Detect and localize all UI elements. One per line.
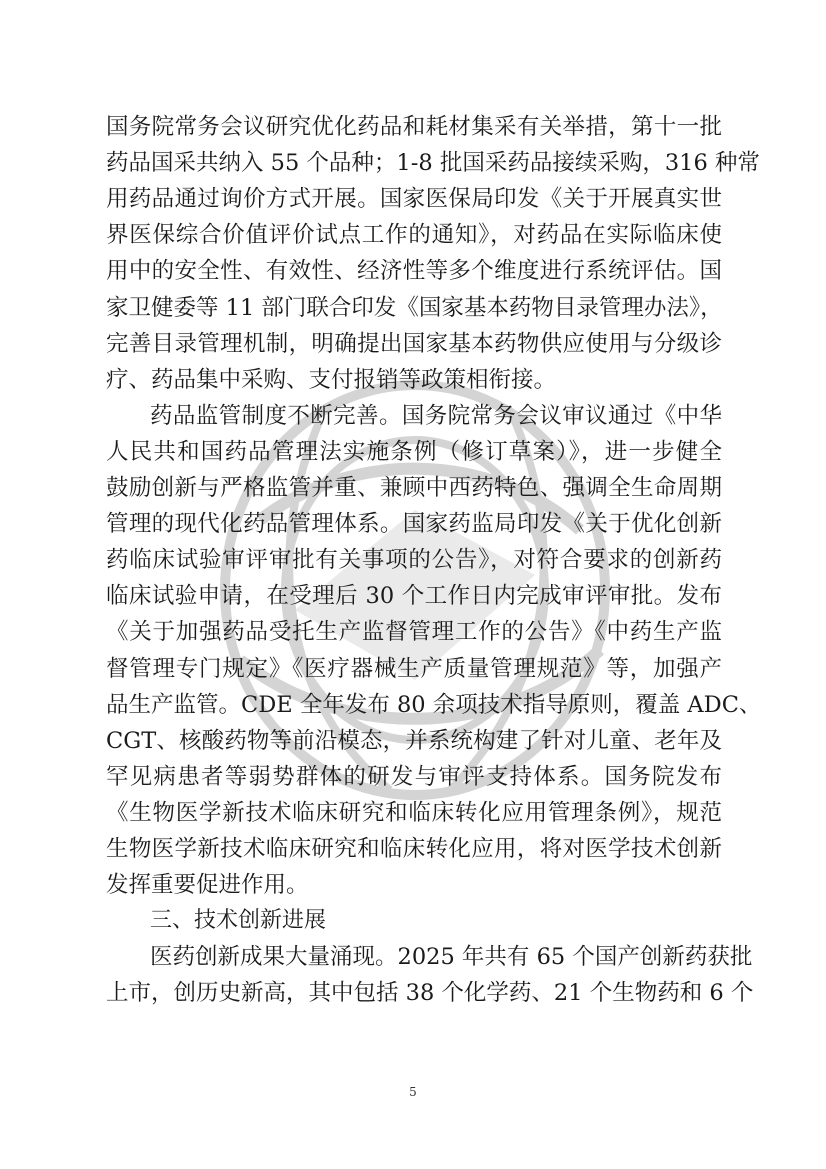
text-line: 临床试验申请，在受理后 30 个工作日内完成审评审批。发布 bbox=[106, 583, 722, 610]
text-line: 上市，创历史新高，其中包括 38 个化学药、21 个生物药和 6 个 bbox=[106, 980, 754, 1007]
text-line: 疗、药品集中采购、支付报销等政策相衔接。 bbox=[106, 366, 557, 393]
text-line: 管理的现代化药品管理体系。国家药监局印发《关于优化创新 bbox=[106, 511, 722, 538]
section-heading: 三、技术创新进展 bbox=[150, 908, 327, 934]
text-line: 人民共和国药品管理法实施条例（修订草案）》，进一步健全 bbox=[106, 438, 722, 465]
text-line: 罕见病患者等弱势群体的研发与审评支持体系。国务院发布 bbox=[106, 763, 722, 790]
text-line: 生物医学新技术临床研究和临床转化应用，将对医学技术创新 bbox=[106, 836, 722, 862]
text-line: 督管理专门规定》《医疗器械生产质量管理规范》等，加强产 bbox=[106, 655, 722, 682]
text-line: CGT、核酸药物等前沿模态，并系统构建了针对儿童、老年及 bbox=[106, 727, 722, 754]
text-line: 用药品通过询价方式开展。国家医保局印发《关于开展真实世 bbox=[106, 186, 722, 213]
text-line: 药品国采共纳入 55 个品种；1-8 批国采药品接续采购，316 种常 bbox=[106, 150, 760, 177]
text-line: 发挥重要促进作用。 bbox=[106, 872, 309, 899]
page-number: 5 bbox=[409, 1085, 417, 1099]
text-line: 鼓励创新与严格监管并重、兼顾中西药特色、强调全生命周期 bbox=[106, 475, 722, 501]
text-line: 家卫健委等 11 部门联合印发《国家基本药物目录管理办法》， bbox=[106, 294, 723, 321]
text-line: 国务院常务会议研究优化药品和耗材集采有关举措，第十一批 bbox=[106, 114, 722, 140]
text-line: 药品监管制度不断完善。国务院常务会议审议通过《中华 bbox=[150, 402, 722, 429]
text-line: 完善目录管理机制，明确提出国家基本药物供应使用与分级诊 bbox=[106, 330, 722, 357]
text-line: 医药创新成果大量涌现。2025 年共有 65 个国产创新药获批 bbox=[150, 944, 753, 971]
text-line: 《生物医学新技术临床研究和临床转化应用管理条例》，规范 bbox=[106, 799, 722, 826]
text-line: 品生产监管。CDE 全年发布 80 余项技术指导原则，覆盖 ADC、 bbox=[106, 691, 762, 718]
text-line: 用中的安全性、有效性、经济性等多个维度进行系统评估。国 bbox=[106, 258, 722, 285]
text-line: 界医保综合价值评价试点工作的通知》，对药品在实际临床使 bbox=[106, 222, 722, 249]
text-line: 药临床试验审评审批有关事项的公告》，对符合要求的创新药 bbox=[106, 547, 722, 574]
text-line: 《关于加强药品受托生产监督管理工作的公告》《中药生产监 bbox=[106, 619, 722, 646]
